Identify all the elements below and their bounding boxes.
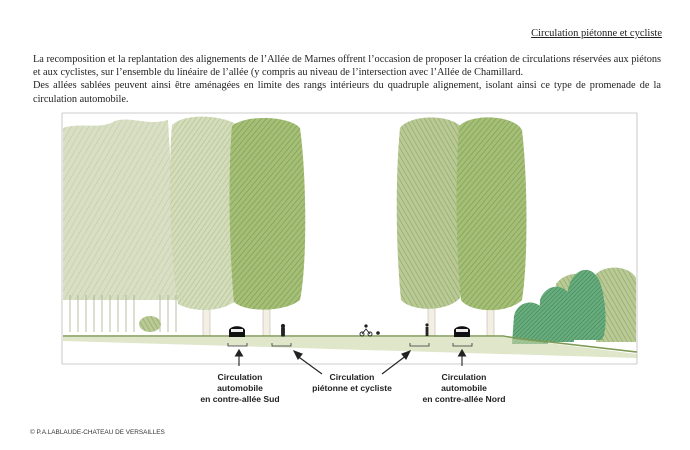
caption-line: automobile <box>441 383 487 393</box>
tree-outer-nord <box>457 117 527 336</box>
shrub-cluster <box>512 268 636 344</box>
caption-contre-allee-sud <box>190 372 290 405</box>
car-icon-nord <box>454 326 470 337</box>
page-title: Circulation piétonne et cycliste <box>531 28 662 39</box>
walker-icon <box>425 323 428 336</box>
caption-line: en contre-allée Sud <box>200 394 280 404</box>
small-bush-icon <box>139 316 161 332</box>
cyclist-icon <box>360 325 380 336</box>
background-forest <box>63 120 178 332</box>
caption-line: Circulation <box>217 372 263 382</box>
tree-inner-sud <box>230 118 306 336</box>
caption-line: Circulation <box>329 372 375 382</box>
tree-outer-sud <box>170 117 236 336</box>
caption-line: automobile <box>217 383 263 393</box>
car-icon-sud <box>229 326 245 337</box>
caption-circulation-pietonne <box>300 372 404 394</box>
paragraph-1: La recomposition et la replantation des alignements de l’Allée de Marnes offrent l’occasion de proposer la création de circulations réservées aux piétons et aux cyclistes, sur l’ensemble du linéaire de l’allée (y compris au niveau de l’intersection avec l’Allée de Chamillard. <box>33 54 661 79</box>
caption-line: piétonne et cycliste <box>312 383 392 393</box>
arrows <box>236 350 466 374</box>
tree-inner-nord <box>397 118 465 337</box>
copyright: © P.A.LABLAUDE-CHATEAU DE VERSAILLES <box>30 429 165 436</box>
paragraph-2: Des allées sablées peuvent ainsi être aménagées en limite des rangs intérieurs du quadruple alignement, isolant ainsi ce type de promenade de la circulation automobile. <box>33 80 661 105</box>
caption-contre-allee-nord <box>414 372 514 405</box>
caption-line: Circulation <box>441 372 487 382</box>
pedestrian-icon <box>281 324 284 336</box>
caption-line: en contre-allée Nord <box>422 394 506 404</box>
